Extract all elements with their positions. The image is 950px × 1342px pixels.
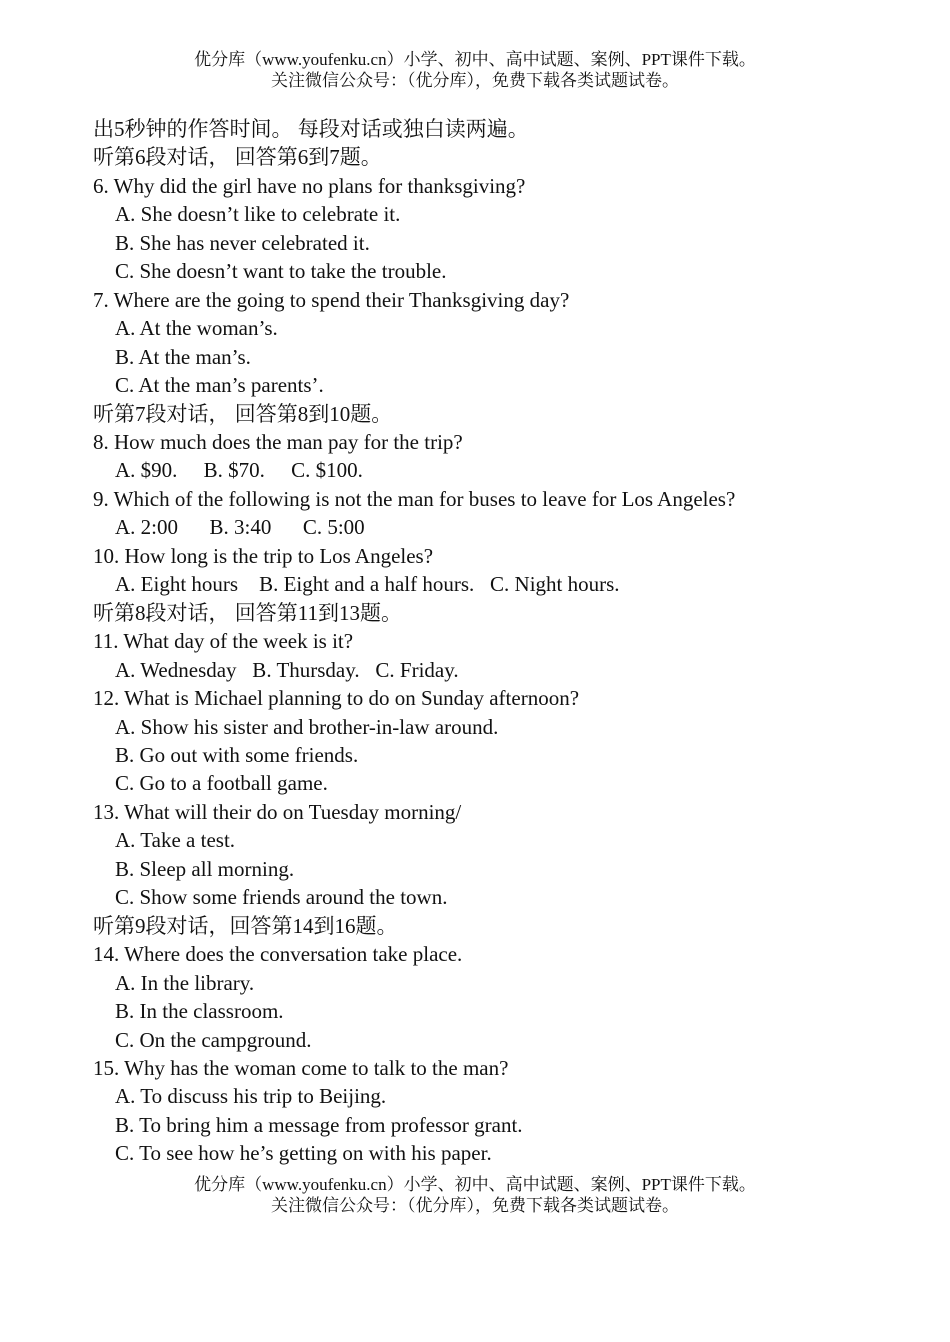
question-text: 12. What is Michael planning to do on Sunday afternoon? — [93, 686, 580, 711]
section-instruction: 听第8段对话， 回答第11到13题。 — [93, 600, 402, 625]
answer-option: B. She has never celebrated it. — [115, 230, 370, 255]
answer-option: A. At the woman’s. — [115, 316, 278, 341]
answer-option: B. Sleep all morning. — [115, 856, 295, 881]
answer-option: B. To bring him a message from professor grant. — [115, 1112, 523, 1137]
answer-option: C. To see how he’s getting on with his paper. — [115, 1141, 492, 1166]
answer-option: B. Go out with some friends. — [115, 742, 359, 767]
question-text: 10. How long is the trip to Los Angeles? — [93, 543, 434, 568]
answer-option: A. Eight hours B. Eight and a half hours. C. Night hours. — [115, 572, 620, 597]
page-footer — [0, 1174, 950, 1216]
footer-line-1: 优分库（www.youfenku.cn）小学、初中、高中试题、案例、PPT课件下载。 — [194, 1175, 756, 1194]
answer-option: B. In the classroom. — [115, 999, 284, 1024]
question-text: 11. What day of the week is it? — [93, 629, 354, 654]
answer-option: A. Take a test. — [115, 828, 236, 853]
section-instruction: 听第7段对话， 回答第8到10题。 — [93, 401, 393, 426]
answer-option: A. To discuss his trip to Beijing. — [115, 1084, 387, 1109]
footer-line-2: 关注微信公众号：（优分库），免费下载各类试题试卷。 — [271, 1196, 679, 1215]
answer-option: A. $90. B. $70. C. $100. — [115, 458, 363, 483]
answer-option: C. At the man’s parents’. — [115, 373, 324, 398]
question-text: 14. Where does the conversation take place. — [93, 942, 463, 967]
answer-option: A. Show his sister and brother-in-law around. — [115, 714, 499, 739]
answer-option: C. Show some friends around the town. — [115, 885, 448, 910]
question-text: 6. Why did the girl have no plans for thanksgiving? — [93, 173, 526, 198]
header-line-2: 关注微信公众号：（优分库），免费下载各类试题试卷。 — [271, 71, 679, 90]
question-text: 7. Where are the going to spend their Thanksgiving day? — [93, 287, 570, 312]
document-body — [93, 115, 893, 1168]
answer-option: A. Wednesday B. Thursday. C. Friday. — [115, 657, 459, 682]
instruction-text: 出5秒钟的作答时间。 每段对话或独白读两遍。 — [93, 117, 529, 141]
answer-option: A. She doesn’t like to celebrate it. — [115, 202, 401, 227]
answer-option: B. At the man’s. — [115, 344, 251, 369]
answer-option: C. On the campground. — [115, 1027, 312, 1052]
question-text: 13. What will their do on Tuesday morning/ — [93, 799, 462, 824]
question-text: 8. How much does the man pay for the trip? — [93, 429, 463, 454]
question-text: 15. Why has the woman come to talk to the man? — [93, 1055, 509, 1080]
section-instruction: 听第9段对话，回答第14到16题。 — [93, 913, 398, 938]
answer-option: C. She doesn’t want to take the trouble. — [115, 259, 447, 284]
section-instruction: 听第6段对话， 回答第6到7题。 — [93, 145, 382, 170]
answer-option: A. 2:00 B. 3:40 C. 5:00 — [115, 515, 365, 540]
question-text: 9. Which of the following is not the man for buses to leave for Los Angeles? — [93, 486, 736, 511]
answer-option: C. Go to a football game. — [115, 771, 328, 796]
answer-option: A. In the library. — [115, 970, 255, 995]
header-line-1: 优分库（www.youfenku.cn）小学、初中、高中试题、案例、PPT课件下载。 — [194, 50, 756, 69]
page-header — [0, 49, 950, 91]
